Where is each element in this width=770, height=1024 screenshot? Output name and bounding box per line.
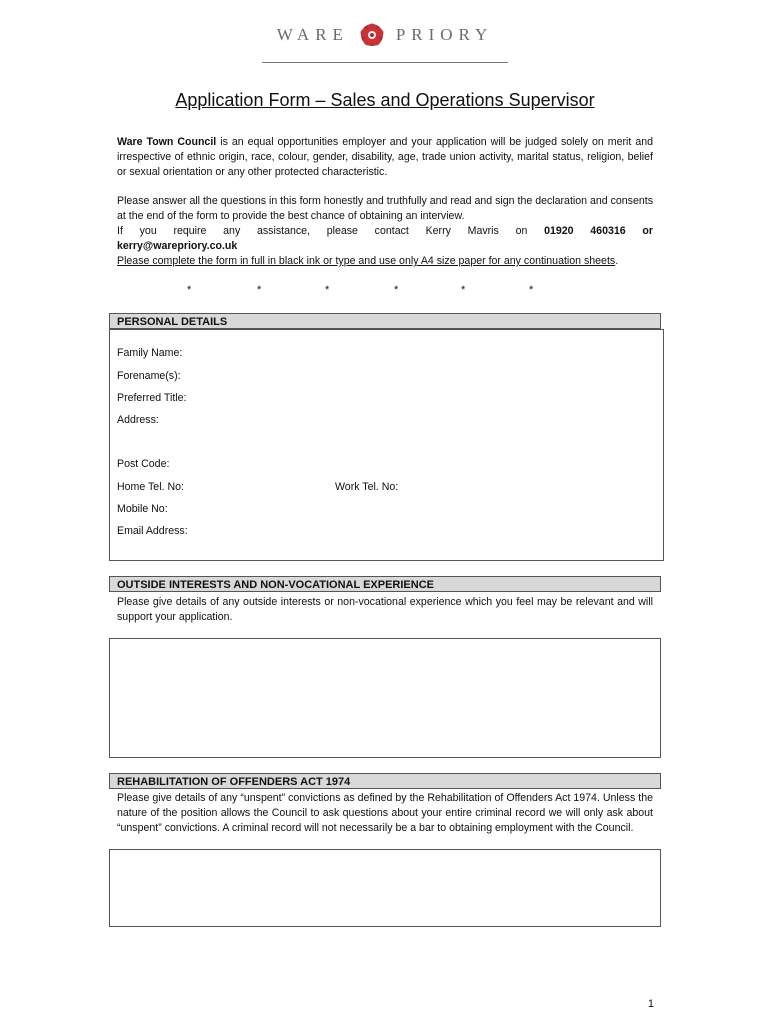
email-label: Email Address: — [117, 525, 188, 537]
preferred-title-label: Preferred Title: — [117, 392, 187, 404]
separator-stars — [117, 284, 653, 299]
forenames-label: Forename(s): — [117, 370, 181, 382]
contact-email: kerry@warepriory.co.uk — [117, 240, 238, 252]
work-tel-label: Work Tel. No: — [335, 481, 399, 493]
outside-interests-heading: OUTSIDE INTERESTS AND NON-VOCATIONAL EXPERIENCE — [109, 576, 661, 592]
equal-opportunities-paragraph — [117, 135, 653, 180]
logo-divider — [262, 62, 508, 63]
instructions-paragraph — [117, 194, 653, 224]
or-text: or — [625, 225, 653, 237]
org-name: Ware Town Council — [117, 136, 217, 148]
assistance-text: If you require any assistance, please contact Kerry Mavris on — [117, 225, 545, 237]
personal-details-box[interactable] — [109, 329, 664, 561]
assistance-line — [117, 224, 653, 239]
page-title: Application Form – Sales and Operations Supervisor — [175, 90, 595, 110]
post-code-label: Post Code: — [117, 458, 170, 470]
outside-interests-text: Please give details of any outside interests or non-vocational experience which you feel may be relevant and will support your application. — [117, 596, 653, 623]
ink-note-paragraph — [117, 254, 653, 269]
logo — [0, 22, 770, 58]
address-label: Address: — [117, 414, 159, 426]
instructions-text: Please answer all the questions in this form honestly and truthfully and read and sign the declaration and consents at the end of the form to provide the best chance of obtaining an interview. — [117, 195, 653, 222]
ink-note-end: . — [615, 255, 619, 267]
outside-interests-box[interactable] — [109, 638, 661, 758]
email-line — [117, 239, 653, 254]
mobile-label: Mobile No: — [117, 503, 168, 515]
rehabilitation-text: Please give details of any “unspent” convictions as defined by the Rehabilitation of Offenders Act 1974. Unless the nature of the position allows the Council to ask questions about your entire criminal record we will only ask about “unspent” convictions. A criminal record will not necessarily be a bar to obtaining employment with the Council. — [117, 792, 653, 834]
star: * — [529, 284, 534, 296]
family-name-label: Family Name: — [117, 347, 183, 359]
star: * — [187, 284, 192, 296]
logo-word-left: WARE — [276, 25, 349, 44]
rose-emblem-icon — [359, 22, 385, 48]
star: * — [394, 284, 399, 296]
ink-note-text: Please complete the form in full in black ink or type and use only A4 size paper for any continuation sheets — [117, 255, 616, 267]
equal-opportunities-text: is an equal opportunities employer and your application will be judged solely on merit and irrespective of ethnic origin, race, colour, gender, disability, age, trade union activity, marital status, religion, belief or sexual orientation or any other protected characteristic. — [117, 136, 654, 178]
personal-details-heading: PERSONAL DETAILS — [109, 313, 661, 329]
logo-word-right: PRIORY — [395, 25, 494, 44]
star: * — [461, 284, 466, 296]
star: * — [257, 284, 262, 296]
rehabilitation-heading: REHABILITATION OF OFFENDERS ACT 1974 — [109, 773, 661, 789]
page-number: 1 — [647, 998, 654, 1010]
convictions-box[interactable] — [109, 849, 661, 927]
contact-phone: 01920 460316 — [544, 225, 626, 237]
star: * — [325, 284, 330, 296]
home-tel-label: Home Tel. No: — [117, 481, 184, 493]
